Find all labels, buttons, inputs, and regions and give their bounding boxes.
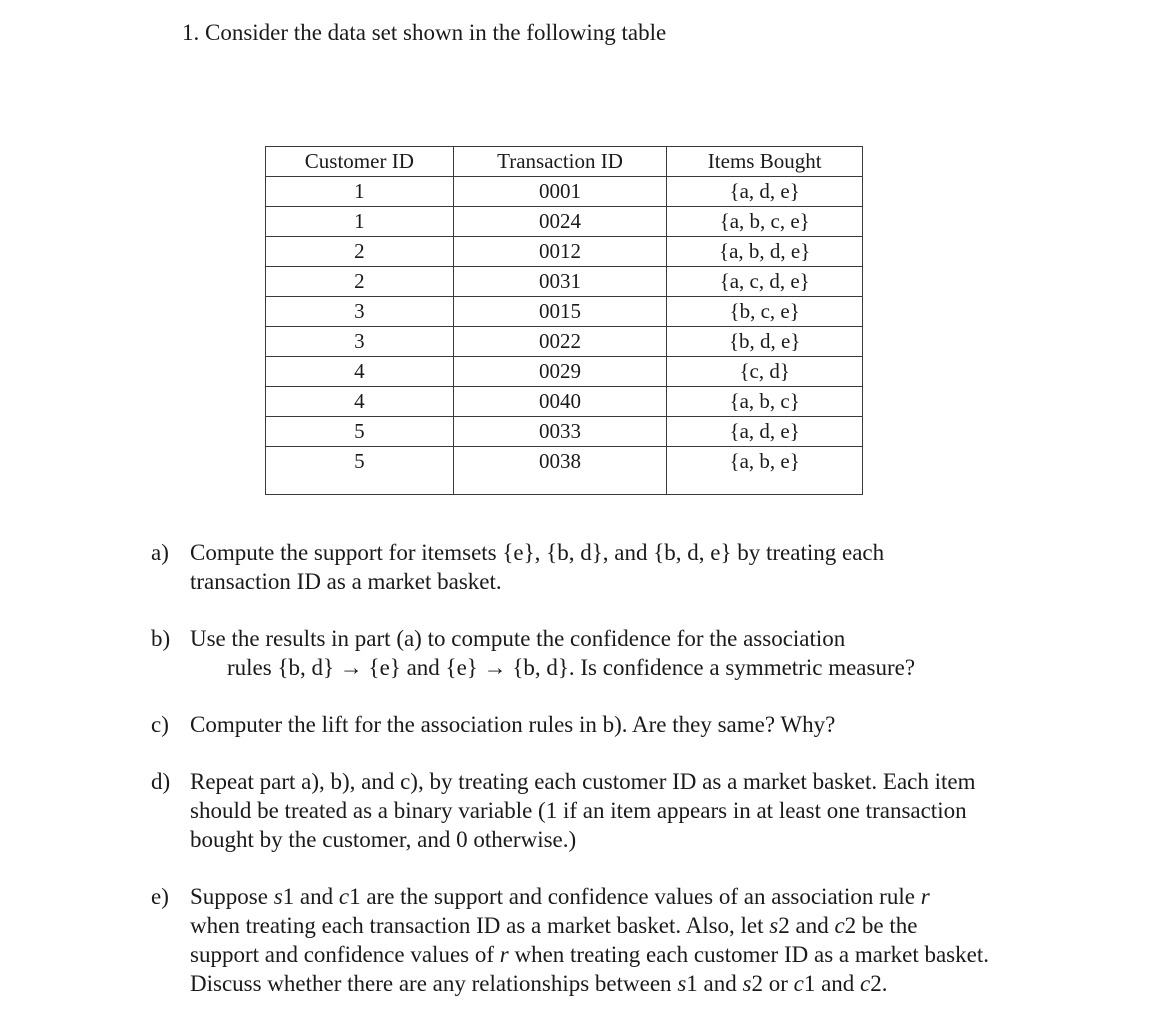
table-row (266, 417, 863, 447)
cell-items-bought: {b, c, e} (667, 297, 863, 327)
question-b (151, 624, 1071, 682)
cell-customer-id: 3 (266, 327, 454, 357)
question-d-line-2: should be treated as a binary variable (1 if an item appears in at least one transaction (190, 798, 967, 823)
cell-items-bought: {a, b, e} (667, 447, 863, 495)
question-a (151, 538, 1071, 596)
question-c-line-1: Computer the lift for the association rules in b). Are they same? Why? (190, 712, 836, 737)
cell-transaction-id: 0033 (453, 417, 667, 447)
cell-items-bought: {b, d, e} (667, 327, 863, 357)
table-row (266, 447, 863, 495)
question-c (151, 710, 1071, 739)
cell-items-bought: {a, b, d, e} (667, 237, 863, 267)
question-b-line-2: rules {b, d} → {e} and {e} → {b, d}. Is confidence a symmetric measure? (227, 655, 916, 680)
question-d-label: d) (151, 769, 171, 794)
cell-items-bought: {a, b, c, e} (667, 207, 863, 237)
question-e-line-2: when treating each transaction ID as a market basket. Also, let s2 and c2 be the (190, 913, 918, 938)
table-row (266, 267, 863, 297)
cell-items-bought: {a, c, d, e} (667, 267, 863, 297)
question-e (151, 882, 1071, 998)
cell-items-bought: {c, d} (667, 357, 863, 387)
cell-customer-id: 1 (266, 207, 454, 237)
cell-customer-id: 5 (266, 417, 454, 447)
cell-transaction-id: 0024 (453, 207, 667, 237)
cell-transaction-id: 0012 (453, 237, 667, 267)
cell-customer-id: 2 (266, 237, 454, 267)
cell-customer-id: 1 (266, 177, 454, 207)
question-a-label: a) (151, 540, 169, 565)
question-e-line-4: Discuss whether there are any relationships between s1 and s2 or c1 and c2. (190, 971, 888, 996)
cell-items-bought: {a, b, c} (667, 387, 863, 417)
cell-items-bought: {a, d, e} (667, 417, 863, 447)
cell-customer-id: 4 (266, 357, 454, 387)
question-d (151, 767, 1071, 854)
header-customer-id: Customer ID (266, 147, 454, 177)
question-b-label: b) (151, 626, 171, 651)
table-row (266, 327, 863, 357)
problem-heading: 1. Consider the data set shown in the following table (182, 20, 667, 45)
question-a-line-2: transaction ID as a market basket. (190, 569, 502, 594)
question-e-label: e) (151, 884, 169, 909)
table-row (266, 207, 863, 237)
question-d-line-1: Repeat part a), b), and c), by treating each customer ID as a market basket. Each item (190, 769, 976, 794)
cell-transaction-id: 0022 (453, 327, 667, 357)
question-a-line-1: Compute the support for itemsets {e}, {b, d}, and {b, d, e} by treating each (190, 540, 885, 565)
table-row (266, 237, 863, 267)
table-row (266, 297, 863, 327)
cell-transaction-id: 0029 (453, 357, 667, 387)
cell-customer-id: 2 (266, 267, 454, 297)
cell-customer-id: 4 (266, 387, 454, 417)
cell-customer-id: 5 (266, 447, 454, 495)
table-row (266, 177, 863, 207)
cell-transaction-id: 0038 (453, 447, 667, 495)
question-e-line-3: support and confidence values of r when treating each customer ID as a market basket. (190, 942, 989, 967)
header-transaction-id: Transaction ID (453, 147, 667, 177)
transactions-table (265, 146, 863, 495)
question-b-line-1: Use the results in part (a) to compute the confidence for the association (190, 626, 846, 651)
cell-transaction-id: 0015 (453, 297, 667, 327)
cell-transaction-id: 0040 (453, 387, 667, 417)
cell-transaction-id: 0031 (453, 267, 667, 297)
cell-transaction-id: 0001 (453, 177, 667, 207)
question-c-label: c) (151, 712, 169, 737)
question-e-line-1: Suppose s1 and c1 are the support and confidence values of an association rule r (190, 884, 930, 909)
cell-items-bought: {a, d, e} (667, 177, 863, 207)
header-items-bought: Items Bought (667, 147, 863, 177)
question-d-line-3: bought by the customer, and 0 otherwise.) (190, 827, 577, 852)
table-row (266, 387, 863, 417)
table-header-row (266, 147, 863, 177)
cell-customer-id: 3 (266, 297, 454, 327)
table-row (266, 357, 863, 387)
